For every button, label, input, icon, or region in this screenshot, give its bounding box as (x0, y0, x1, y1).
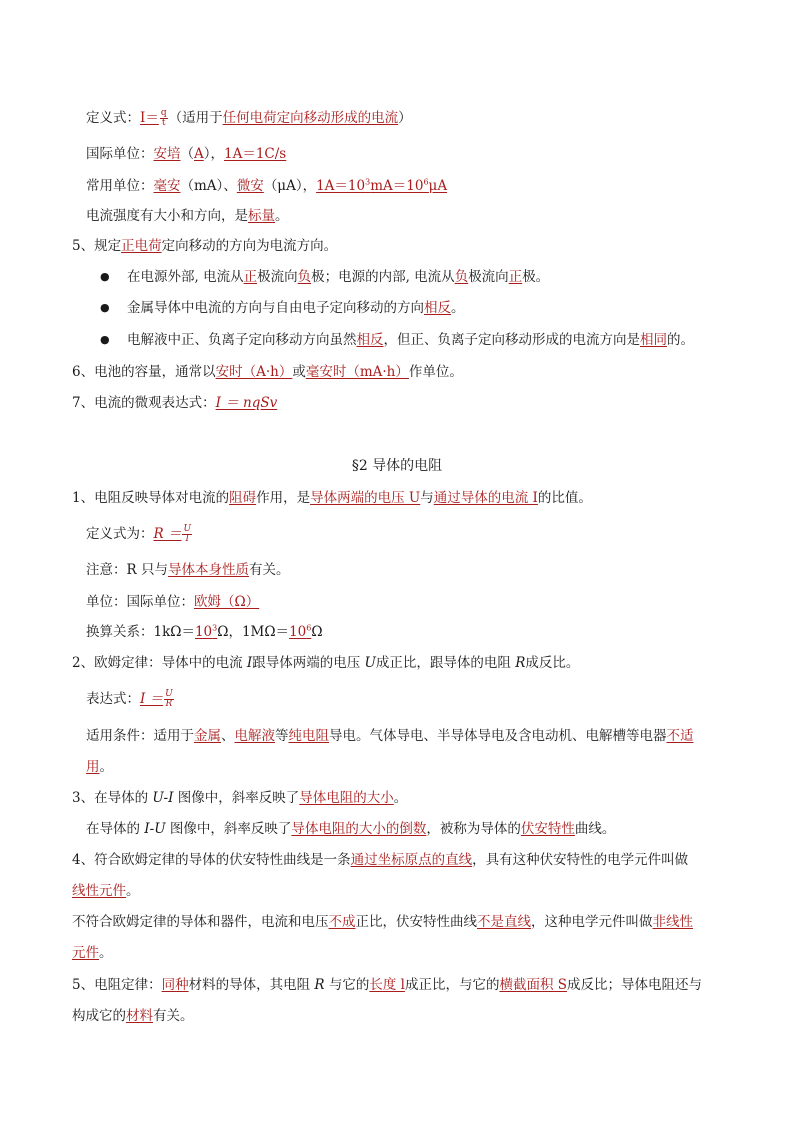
answer: A (194, 146, 204, 162)
si-unit-line: 国际单位：安培（A），1A＝1C/s (86, 146, 287, 162)
bullet-icon: ● (100, 270, 110, 283)
resistance-definition: 定义式为：R ＝ $\frac{U}{I}$ (86, 524, 192, 544)
item-6: 6、电池的容量，通常以安时（A·h）或毫安时（mA·h）作单位。 (72, 364, 463, 380)
bullet-item-3: 电解液中正、负离子定向移动方向虽然相反，但正、负离子定向移动形成的电流方向是相同的。 (127, 332, 694, 348)
answer: 毫安 (153, 178, 181, 194)
s2-item-2: 2、欧姆定律：导体中的电流 I跟导体两端的电压 U成正比，跟导体的电阻 R成反比。 (72, 655, 580, 671)
item-5: 5、规定正电荷定向移动的方向为电流方向。 (72, 238, 338, 254)
ohm-formula: I ＝ $\frac{U}{R}$ (140, 689, 173, 709)
current-formula: I＝ $\frac{q}{t}$ (140, 108, 167, 128)
common-unit-line: 常用单位：毫安（mA）、微安（μA），$1A=10^3mA=10^6\mu A$ (86, 177, 448, 194)
s2-item-4b-line-2: 元件。 (72, 945, 113, 961)
fraction-q-over-t: $\frac{q}{t}$ (160, 108, 167, 128)
s2-item-3b: 在导体的 I-U 图像中，斜率反映了导体电阻的大小的倒数，被称为导体的伏安特性曲线。 (86, 821, 616, 837)
bullet-icon: ● (100, 301, 110, 314)
s2-item-4-line-2: 线性元件。 (72, 883, 140, 899)
s2-item-1: 1、电阻反映导体对电流的阻碍作用，是导体两端的电压 U与通过导体的电流 I的比值。 (72, 490, 592, 506)
label: 定义式： (86, 110, 140, 126)
scalar-line: 电流强度有大小和方向，是标量。 (86, 208, 289, 224)
current-definition-line: 定义式：I＝ $\frac{q}{t}$ （适用于任何电荷定向移动形成的电流） (86, 108, 412, 128)
bullet-item-2: 金属导体中电流的方向与自由电子定向移动的方向相反。 (127, 300, 465, 316)
answer: 正电荷 (121, 238, 162, 254)
conversion-line: 换算关系：$1k\Omega=10^3\Omega$，$1M\Omega=10^6\Omega$ (86, 623, 323, 640)
fraction-u-over-i: $\frac{U}{I}$ (183, 524, 192, 544)
s2-item-3: 3、在导体的 U-I 图像中，斜率反映了导体电阻的大小。 (72, 790, 408, 806)
answer-formula: I ＝ nqSv (215, 395, 278, 411)
answer-power-3: $10^3$ (194, 623, 218, 640)
answer-power-6: $10^6$ (289, 623, 312, 640)
answer: 1A＝1C/s (224, 146, 287, 162)
unit-line: 单位：国际单位：欧姆（Ω） (86, 594, 260, 610)
answer-unit-relation: $1A=10^3mA=10^6\mu A$ (316, 177, 448, 194)
answer: 安培 (153, 146, 181, 162)
condition-line-2: 用。 (86, 759, 113, 775)
s2-item-4b-line-1: 不符合欧姆定律的导体和器件，电流和电压不成正比，伏安特性曲线不是直线，这种电学元件叫做非线性 (72, 914, 693, 930)
condition-line-1: 适用条件：适用于金属、电解液等纯电阻导电。气体导电、半导体导电及含电动机、电解槽等电器不适 (86, 728, 694, 744)
item-7: 7、电流的微观表达式：I ＝ nqSv (72, 395, 278, 411)
expression-line: 表达式：I ＝ $\frac{U}{R}$ (86, 689, 173, 709)
resistance-formula: R ＝ $\frac{U}{I}$ (153, 524, 192, 544)
bullet-icon: ● (100, 333, 110, 346)
s2-item-5-line-1: 5、电阻定律：同种材料的导体，其电阻 R 与它的长度 l成正比，与它的横截面积 S成反比；导体电阻还与 (72, 977, 703, 993)
fraction-u-over-r: $\frac{U}{R}$ (165, 689, 173, 709)
answer: 微安 (236, 178, 264, 194)
s2-item-4-line-1: 4、符合欧姆定律的导体的伏安特性曲线是一条通过坐标原点的直线，具有这种伏安特性的电学元件叫做 (72, 852, 689, 868)
bullet-item-1: 在电源外部, 电流从正极流向负极；电源的内部, 电流从负极流向正极。 (127, 269, 550, 285)
answer: 任何电荷定向移动形成的电流 (222, 110, 399, 126)
note-line: 注意：R 只与导体本身性质有关。 (86, 562, 290, 578)
answer: 标量 (248, 208, 275, 224)
s2-item-5-line-2: 构成它的材料有关。 (72, 1008, 194, 1024)
section-title: §2 导体的电阻 (351, 458, 443, 474)
